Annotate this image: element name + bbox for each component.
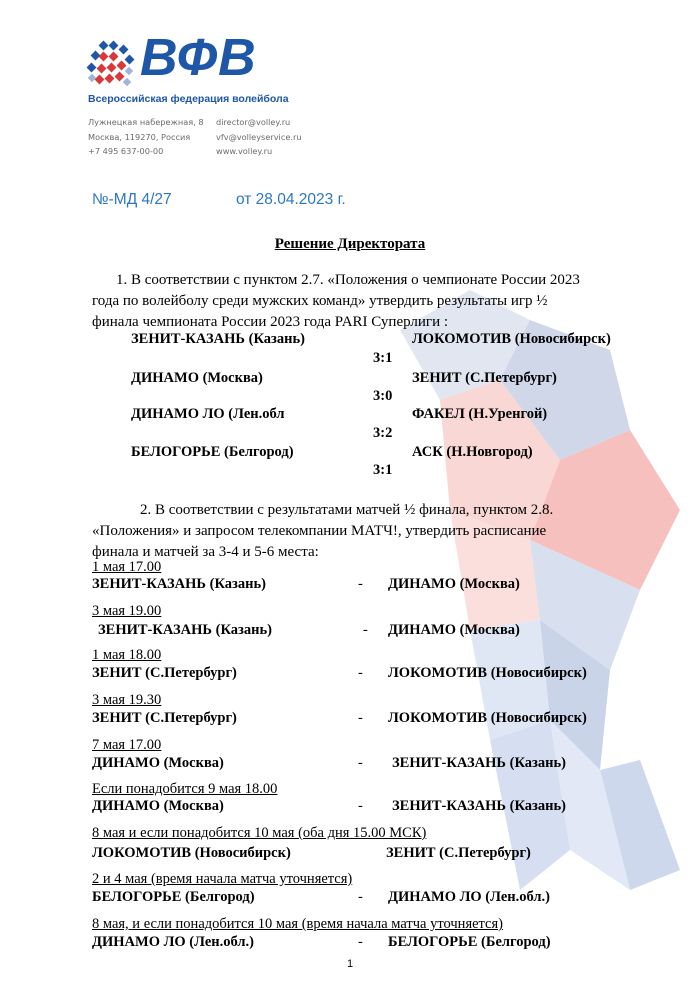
match-date: 3 мая 19.00 [92, 603, 162, 619]
document-number: №-МД 4/27 [92, 191, 172, 208]
email-link[interactable]: director@volley.ru [216, 117, 291, 127]
match-team2: ДИНАМО (Москва) [388, 622, 520, 638]
match-separator: - [358, 665, 363, 681]
match-separator: - [358, 755, 363, 771]
paragraph-line: года по волейболу среди мужских команд» утвердить результаты игр ½ [92, 293, 548, 309]
paragraph-line: 1. В соответствии с пунктом 2.7. «Положения о чемпионате России 2023 [116, 272, 580, 288]
result-team2: АСК (Н.Новгород) [412, 444, 533, 460]
result-team2: ФАКЕЛ (Н.Уренгой) [412, 406, 548, 422]
document-date: от 28.04.2023 г. [236, 191, 346, 208]
website-link[interactable]: www.volley.ru [216, 146, 273, 156]
match-team1: ДИНАМО (Москва) [92, 798, 224, 814]
match-team1: ЗЕНИТ-КАЗАНЬ (Казань) [98, 622, 272, 638]
document-title: Решение Директората [274, 236, 426, 252]
match-team1: ЗЕНИТ (С.Петербург) [92, 710, 237, 726]
result-score: 3:1 [373, 462, 393, 478]
match-team2: ЛОКОМОТИВ (Новосибирск) [388, 665, 587, 681]
match-team2: ЗЕНИТ (С.Петербург) [386, 845, 531, 861]
result-team1: ЗЕНИТ-КАЗАНЬ (Казань) [131, 331, 305, 347]
result-team2: ЗЕНИТ (С.Петербург) [412, 370, 557, 386]
paragraph-line: 2. В соответствии с результатами матчей ½ финала, пунктом 2.8. [140, 502, 554, 518]
match-date: Если понадобится 9 мая 18.00 [92, 781, 278, 797]
match-date: 7 мая 17.00 [92, 737, 162, 753]
match-separator: - [358, 576, 363, 592]
match-team2: ЗЕНИТ-КАЗАНЬ (Казань) [392, 755, 566, 771]
result-team2: ЛОКОМОТИВ (Новосибирск) [412, 331, 611, 347]
match-separator: - [363, 622, 368, 638]
paragraph-line: финала и матчей за 3-4 и 5-6 места: [92, 544, 319, 560]
contacts-block [216, 115, 302, 159]
paragraph-line: «Положения» и запросом телекомпании МАТЧ!, утвердить расписание [92, 523, 547, 539]
result-team1: ДИНАМО (Москва) [131, 370, 263, 386]
address-block [88, 115, 204, 159]
vfv-logo-text: ВФВ [140, 29, 257, 87]
section-2-text [92, 500, 642, 563]
page-number: 1 [346, 958, 354, 970]
match-team2: ДИНАМО ЛО (Лен.обл.) [388, 889, 550, 905]
vfv-logo-icon [86, 40, 136, 88]
address-line: Москва, 119270, Россия [88, 131, 191, 142]
match-date: 8 мая и если понадобится 10 мая (оба дня 15.00 МСК) [92, 825, 427, 841]
match-separator: - [358, 798, 363, 814]
match-date: 1 мая 18.00 [92, 647, 162, 663]
email-link[interactable]: vfv@volleyservice.ru [216, 131, 302, 142]
match-team1: ЗЕНИТ-КАЗАНЬ (Казань) [92, 576, 266, 592]
match-date: 8 мая, и если понадобится 10 мая (время начала матча уточняется) [92, 916, 503, 932]
result-score: 3:1 [373, 350, 393, 366]
address-line: Лужнецкая набережная, 8 [88, 117, 204, 127]
phone-number: +7 495 637-00-00 [88, 146, 164, 156]
match-team1: ЗЕНИТ (С.Петербург) [92, 665, 237, 681]
match-team1: ЛОКОМОТИВ (Новосибирск) [92, 845, 291, 861]
match-team1: ДИНАМО (Москва) [92, 755, 224, 771]
match-date: 2 и 4 мая (время начала матча уточняется) [92, 871, 353, 887]
match-team2: ДИНАМО (Москва) [388, 576, 520, 592]
match-team1: БЕЛОГОРЬЕ (Белгород) [92, 889, 255, 905]
match-date: 1 мая 17.00 [92, 559, 162, 575]
result-score: 3:0 [373, 388, 393, 404]
match-team2: ЛОКОМОТИВ (Новосибирск) [388, 710, 587, 726]
match-team1: ДИНАМО ЛО (Лен.обл.) [92, 934, 254, 950]
result-team1: БЕЛОГОРЬЕ (Белгород) [131, 444, 294, 460]
result-score: 3:2 [373, 425, 393, 441]
result-team1: ДИНАМО ЛО (Лен.обл [131, 406, 285, 422]
match-team2: БЕЛОГОРЬЕ (Белгород) [388, 934, 551, 950]
match-separator: - [358, 934, 363, 950]
organization-name: Всероссийская федерация волейбола [88, 93, 289, 105]
match-date: 3 мая 19.30 [92, 692, 162, 708]
section-1-text [92, 270, 642, 333]
match-separator: - [358, 889, 363, 905]
paragraph-line: финала чемпионата России 2023 года PARI Суперлиги : [92, 314, 449, 330]
match-team2: ЗЕНИТ-КАЗАНЬ (Казань) [392, 798, 566, 814]
match-separator: - [358, 710, 363, 726]
